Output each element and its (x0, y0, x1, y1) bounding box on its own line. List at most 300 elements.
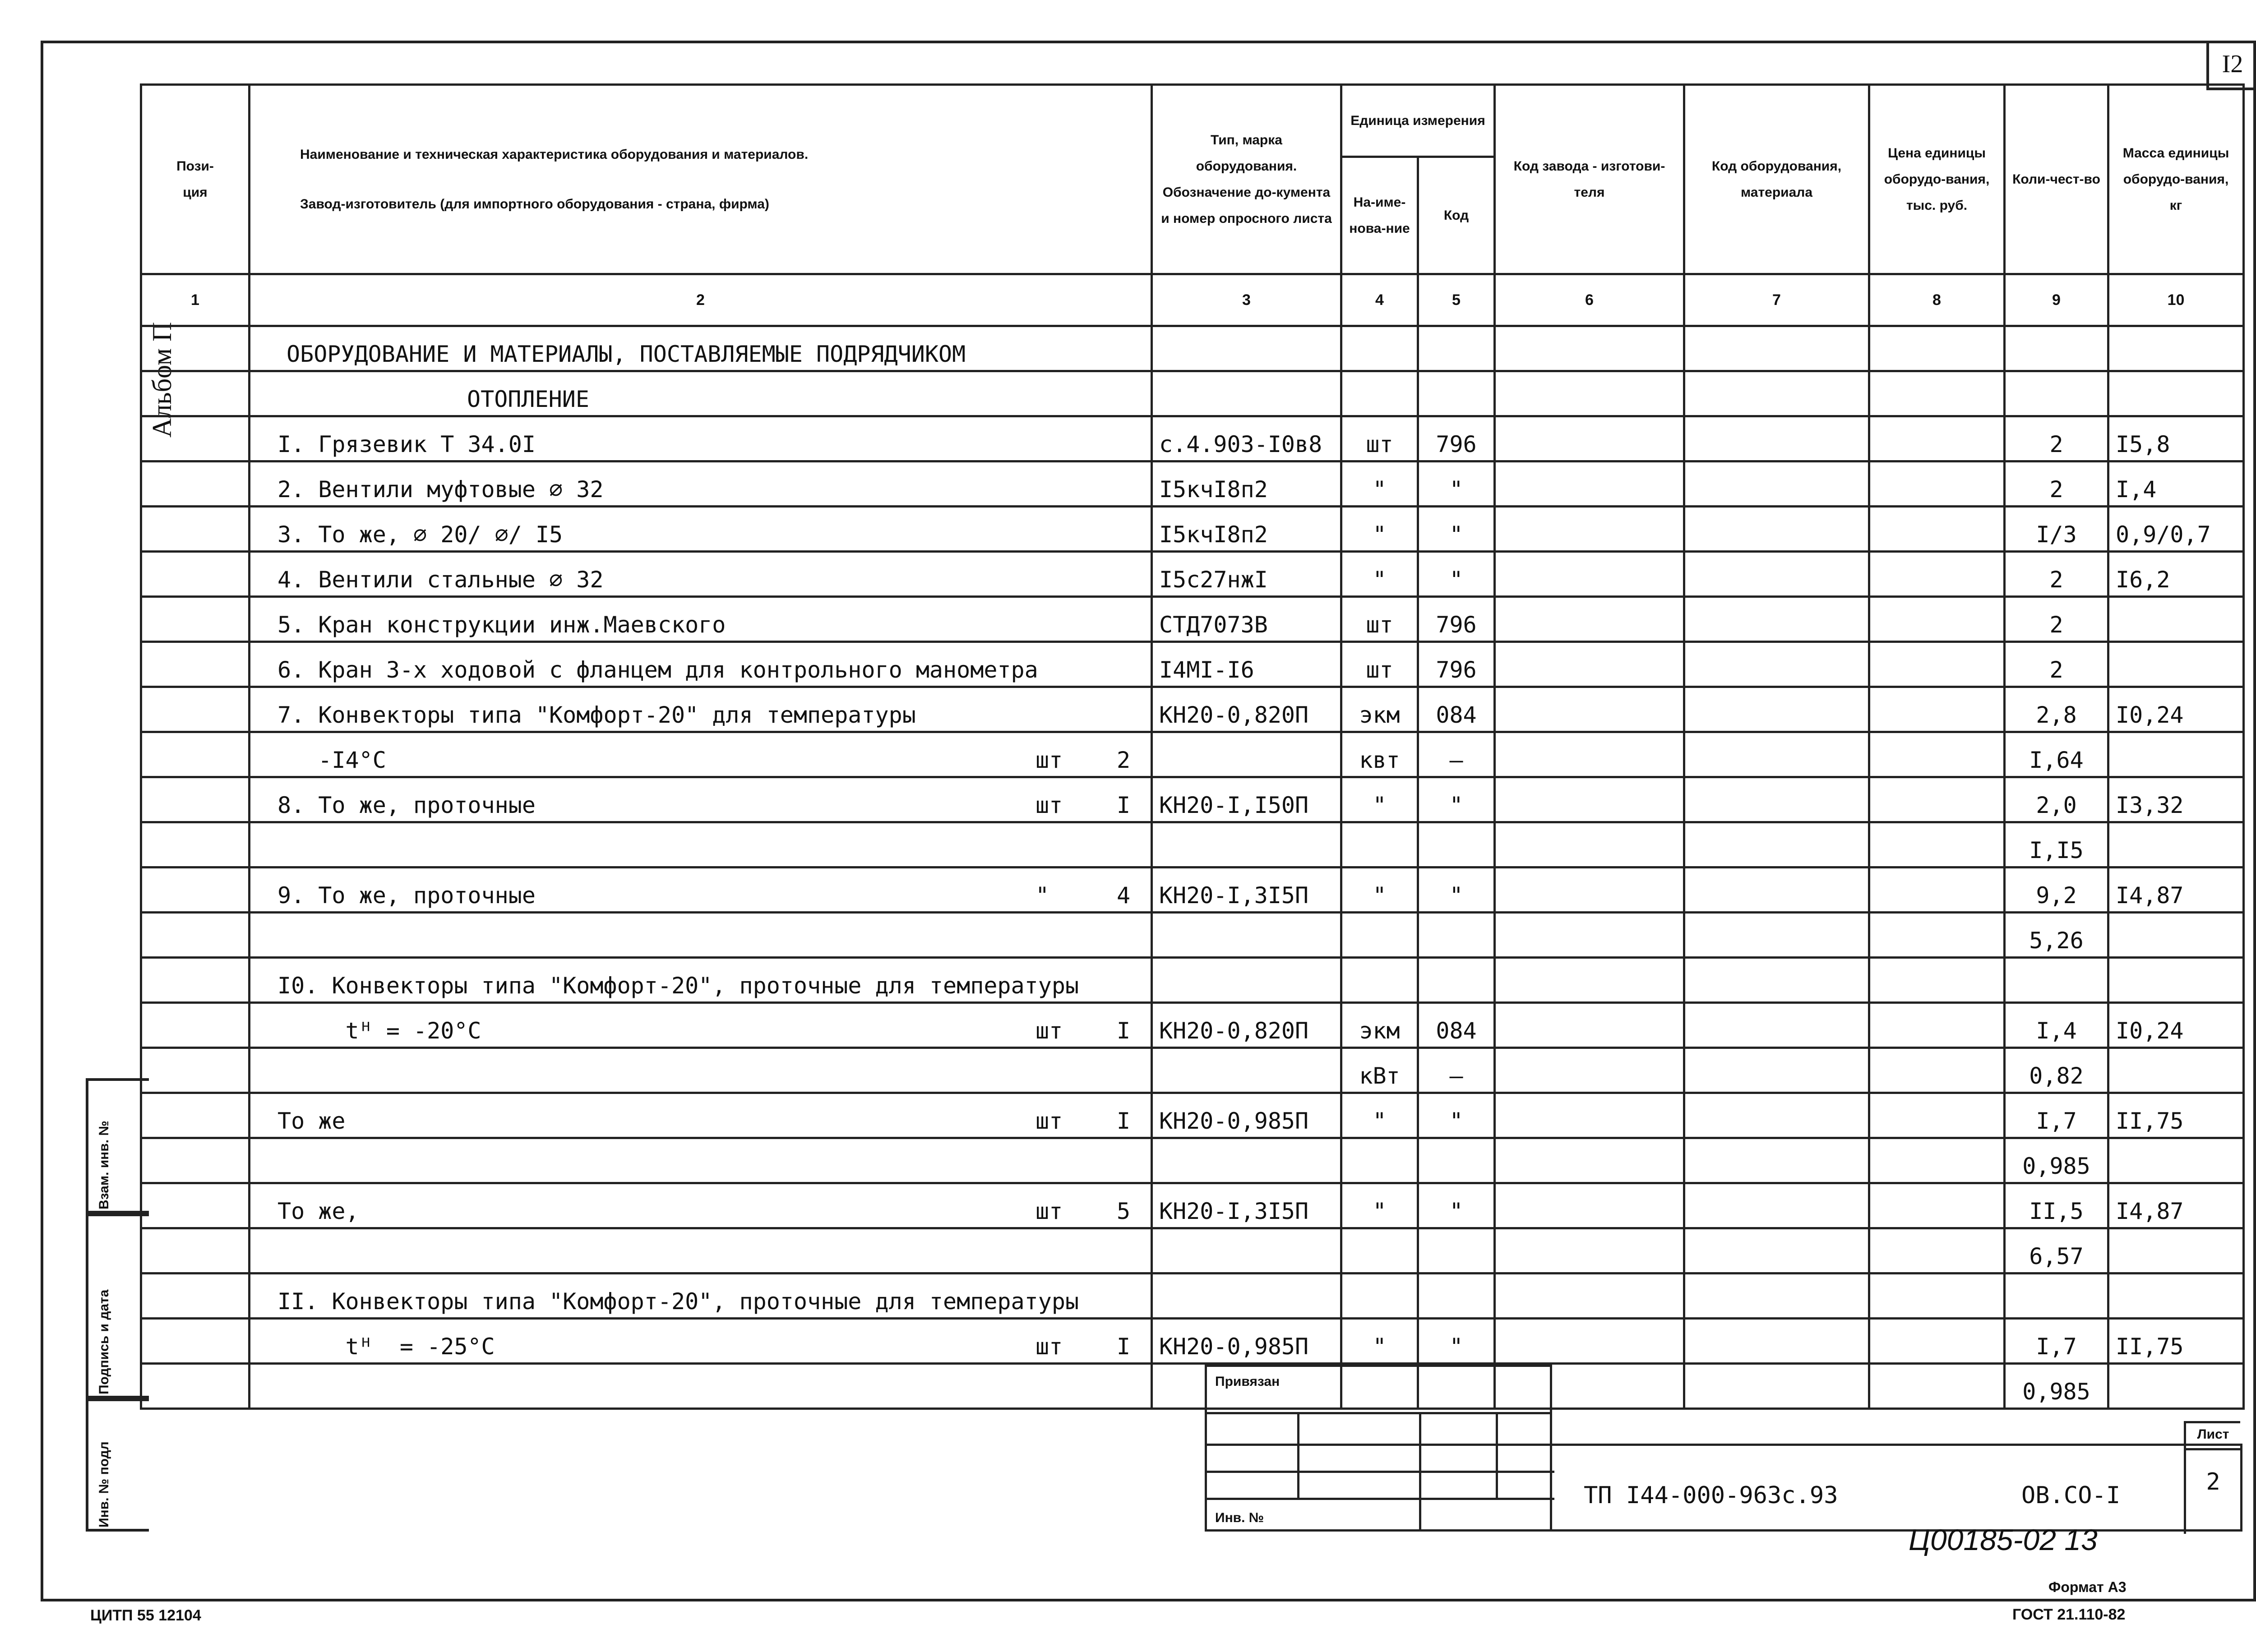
cell-code: " (1418, 868, 1495, 913)
cell-equip (1684, 1364, 1869, 1409)
cell-factory (1495, 1228, 1684, 1274)
cell-mass: I5,8 (2108, 416, 2244, 461)
cell-type: КН20-I,3I5П (1152, 1183, 1341, 1228)
item-name: 8. То же, проточные (277, 792, 536, 818)
cell-mass (2108, 597, 2244, 642)
table-row (141, 822, 2244, 868)
cell-name (250, 1364, 1152, 1409)
cell-equip (1684, 913, 1869, 958)
title-block (1552, 1427, 2242, 1532)
cell-mass (2108, 1048, 2244, 1093)
doc-code: ТП I44-000-963с.93 (1584, 1482, 1838, 1509)
item-sub-unit: шт (1036, 1334, 1063, 1360)
stamp-inv: Инв. № (1215, 1510, 1264, 1525)
cell-price (1869, 687, 2005, 732)
sheet-label: Лист (2186, 1421, 2240, 1450)
cell-qty: I,7 (2005, 1093, 2108, 1138)
cell-type (1152, 822, 1341, 868)
table-row (141, 552, 2244, 597)
section-title: ОБОРУДОВАНИЕ И МАТЕРИАЛЫ, ПОСТАВЛЯЕМЫЕ ПОДРЯДЧИКОМ (250, 326, 1152, 371)
cell-mass: I4,87 (2108, 1183, 2244, 1228)
cell-unit (1341, 958, 1418, 1003)
section-title-row (141, 326, 2244, 371)
cell-mass: I,4 (2108, 461, 2244, 507)
gost-label: ГОСТ 21.110-82 (2012, 1606, 2126, 1623)
table-row (141, 1228, 2244, 1274)
cell-mass (2108, 732, 2244, 777)
cell-name (250, 642, 1152, 687)
cell-mass (2108, 1228, 2244, 1274)
cell-code (1418, 1138, 1495, 1183)
cell-equip (1684, 1003, 1869, 1048)
cell-price (1869, 1319, 2005, 1364)
cell-equip (1684, 1319, 1869, 1364)
cell-price (1869, 868, 2005, 913)
cell-qty: 2 (2005, 552, 2108, 597)
item-name: 9. То же, проточные (277, 882, 536, 909)
cell-qty: II,5 (2005, 1183, 2108, 1228)
table-row (141, 1093, 2244, 1138)
table-row (141, 461, 2244, 507)
cell-type: I4MI-I6 (1152, 642, 1341, 687)
cell-equip (1684, 416, 1869, 461)
col-num: 5 (1418, 274, 1495, 326)
cell-qty: 0,82 (2005, 1048, 2108, 1093)
cell-factory (1495, 461, 1684, 507)
cell-name (250, 958, 1152, 1003)
header-name-line2: Завод-изготовитель (для импортного оборудования - страна, фирма) (300, 196, 769, 212)
header-factory-code: Код завода - изготови-теля (1495, 85, 1684, 274)
album-label-wrap (79, 293, 177, 438)
header-name-line1: Наименование и техническая характеристика оборудования и материалов. (300, 147, 809, 162)
cell-unit: " (1341, 1183, 1418, 1228)
cell-qty: 2 (2005, 597, 2108, 642)
cell-pos (141, 1138, 250, 1183)
side-inv-label: Инв. № подл (97, 1441, 111, 1527)
cell-qty: 0,985 (2005, 1364, 2108, 1409)
table-row (141, 868, 2244, 913)
cell-unit: шт (1341, 416, 1418, 461)
cell-factory (1495, 1048, 1684, 1093)
cell-type: КН20-0,820П (1152, 687, 1341, 732)
cell-factory (1495, 1093, 1684, 1138)
item-name: 6. Кран 3-х ходовой с фланцем для контрольного манометра (277, 657, 1038, 683)
cell-factory (1495, 958, 1684, 1003)
header-mass: Масса единицы оборудо-вания, кг (2108, 85, 2244, 274)
handwritten-number: Ц00185-02 13 (1909, 1523, 2098, 1556)
cell-name (250, 1093, 1152, 1138)
item-sub-unit: шт (1036, 1108, 1063, 1134)
cell-name (250, 416, 1152, 461)
cell-equip (1684, 687, 1869, 732)
cell-type: КН20-I,I50П (1152, 777, 1341, 822)
item-name: II. Конвекторы типа "Комфорт-20", проточные для температуры (277, 1288, 1079, 1315)
item-name: 2. Вентили муфтовые ∅ 32 (277, 476, 604, 503)
cell-unit: экм (1341, 1003, 1418, 1048)
sheet-corner-number: I2 (2206, 41, 2256, 90)
cell-equip (1684, 1093, 1869, 1138)
cell-mass: I4,87 (2108, 868, 2244, 913)
cell-pos (141, 1274, 250, 1319)
cell-factory (1495, 687, 1684, 732)
table-row (141, 416, 2244, 461)
cell-factory (1495, 913, 1684, 958)
cell-price (1869, 507, 2005, 552)
table-row (141, 642, 2244, 687)
cell-pos (141, 1228, 250, 1274)
item-name: I. Грязевик Т 34.0I (277, 431, 536, 457)
cell-unit: экм (1341, 687, 1418, 732)
cell-name (250, 1228, 1152, 1274)
cell-equip (1684, 597, 1869, 642)
cell-factory (1495, 1003, 1684, 1048)
cell-price (1869, 1093, 2005, 1138)
cell-unit: " (1341, 552, 1418, 597)
cell-qty (2005, 1274, 2108, 1319)
cell-name (250, 687, 1152, 732)
col-num: 7 (1684, 274, 1869, 326)
cell-unit (1341, 1138, 1418, 1183)
cell-name (250, 868, 1152, 913)
cell-unit: " (1341, 1319, 1418, 1364)
cell-type (1152, 1274, 1341, 1319)
cell-name (250, 732, 1152, 777)
table-row (141, 1319, 2244, 1364)
cell-qty: 2,0 (2005, 777, 2108, 822)
cell-factory (1495, 507, 1684, 552)
side-vzam-label: Взам. инв. № (97, 1121, 111, 1209)
cell-pos (141, 416, 250, 461)
cell-equip (1684, 868, 1869, 913)
cell-code: 084 (1418, 687, 1495, 732)
cell-name (250, 1138, 1152, 1183)
item-sub-unit: шт (1036, 1018, 1063, 1044)
cell-type (1152, 1138, 1341, 1183)
side-podpis-label: Подпись и дата (97, 1289, 111, 1394)
cell-pos (141, 1003, 250, 1048)
cell-code (1418, 958, 1495, 1003)
table-row (141, 1048, 2244, 1093)
cell-code (1418, 1228, 1495, 1274)
item-sub-unit: шт (1036, 747, 1063, 773)
cell-equip (1684, 1048, 1869, 1093)
cell-mass (2108, 1138, 2244, 1183)
table-row (141, 597, 2244, 642)
cell-price (1869, 1138, 2005, 1183)
cell-type (1152, 1048, 1341, 1093)
cell-factory (1495, 1274, 1684, 1319)
cell-qty: I,64 (2005, 732, 2108, 777)
item-name: I0. Конвекторы типа "Комфорт-20", проточные для температуры (277, 973, 1079, 999)
cell-equip (1684, 552, 1869, 597)
cell-mass: I0,24 (2108, 1003, 2244, 1048)
binding-stamp (1205, 1365, 1552, 1532)
cell-code: " (1418, 1319, 1495, 1364)
cell-qty: I,4 (2005, 1003, 2108, 1048)
cell-pos (141, 958, 250, 1003)
cell-code (1418, 1274, 1495, 1319)
cell-type: I5с27нжI (1152, 552, 1341, 597)
cell-qty: 2,8 (2005, 687, 2108, 732)
cell-unit (1341, 913, 1418, 958)
cell-name (250, 461, 1152, 507)
cell-name (250, 552, 1152, 597)
header-name (250, 85, 1152, 274)
col-num: 2 (250, 274, 1152, 326)
sheet-box (2184, 1421, 2240, 1534)
cell-pos (141, 1093, 250, 1138)
cell-unit: " (1341, 1093, 1418, 1138)
col-num: 8 (1869, 274, 2005, 326)
cell-equip (1684, 732, 1869, 777)
header-unit-code: Код (1418, 157, 1495, 274)
cell-name (250, 507, 1152, 552)
col-num: 4 (1341, 274, 1418, 326)
side-podpis-box (86, 1214, 149, 1398)
item-sub-count: I (1117, 1018, 1131, 1044)
cell-name (250, 1183, 1152, 1228)
table-row (141, 1183, 2244, 1228)
cell-code: 796 (1418, 597, 1495, 642)
cell-name (250, 1048, 1152, 1093)
cell-price (1869, 552, 2005, 597)
cell-pos (141, 1048, 250, 1093)
item-sub-count: I (1117, 1108, 1131, 1134)
section-subtitle: ОТОПЛЕНИЕ (250, 371, 1152, 416)
cell-type: с.4.903-I0в8 (1152, 416, 1341, 461)
cell-factory (1495, 822, 1684, 868)
header-unit-name: На-име-нова-ние (1341, 157, 1418, 274)
item-name: То же (277, 1108, 346, 1134)
cell-equip (1684, 1228, 1869, 1274)
cell-name (250, 1274, 1152, 1319)
sheet-value: 2 (2206, 1468, 2220, 1495)
cell-qty: 6,57 (2005, 1228, 2108, 1274)
cell-pos (141, 507, 250, 552)
cell-pos (141, 642, 250, 687)
table-row (141, 1138, 2244, 1183)
cell-type (1152, 958, 1341, 1003)
item-sub-unit: " (1036, 882, 1049, 909)
cell-qty: 2 (2005, 461, 2108, 507)
cell-factory (1495, 732, 1684, 777)
cell-pos (141, 1183, 250, 1228)
cell-code: – (1418, 1048, 1495, 1093)
cell-pos (141, 552, 250, 597)
cell-factory (1495, 552, 1684, 597)
cell-equip (1684, 461, 1869, 507)
cell-factory (1495, 777, 1684, 822)
cell-unit (1341, 1274, 1418, 1319)
cell-pos (141, 1319, 250, 1364)
doc-mark: ОВ.СО-I (2021, 1482, 2121, 1509)
cell-code: " (1418, 777, 1495, 822)
cell-mass: II,75 (2108, 1319, 2244, 1364)
cell-price (1869, 732, 2005, 777)
item-name: 4. Вентили стальные ∅ 32 (277, 567, 604, 593)
album-label: Альбом П (147, 322, 177, 438)
col-num: 3 (1152, 274, 1341, 326)
cell-qty: 2 (2005, 642, 2108, 687)
cell-factory (1495, 642, 1684, 687)
item-sub-unit: шт (1036, 1198, 1063, 1224)
cell-type (1152, 913, 1341, 958)
cell-unit: квт (1341, 732, 1418, 777)
cell-unit: " (1341, 777, 1418, 822)
cell-mass (2108, 1274, 2244, 1319)
item-sub-count: 2 (1117, 747, 1131, 773)
cell-pos (141, 461, 250, 507)
cell-qty: I,I5 (2005, 822, 2108, 868)
cell-qty: I,7 (2005, 1319, 2108, 1364)
cell-price (1869, 1274, 2005, 1319)
cell-code: " (1418, 461, 1495, 507)
cell-type: КН20-0,820П (1152, 1003, 1341, 1048)
table-row (141, 958, 2244, 1003)
header-quantity: Коли-чест-во (2005, 85, 2108, 274)
cell-equip (1684, 642, 1869, 687)
cell-qty (2005, 958, 2108, 1003)
format-label: Формат А3 (2048, 1579, 2127, 1595)
cell-mass (2108, 913, 2244, 958)
table-row (141, 507, 2244, 552)
cell-code: 796 (1418, 416, 1495, 461)
item-name: tᴴ = -25°C (277, 1334, 495, 1360)
cell-code: 084 (1418, 1003, 1495, 1048)
col-num: 1 (141, 274, 250, 326)
header-unit: Единица измерения (1341, 85, 1495, 157)
cell-type: КН20-0,985П (1152, 1093, 1341, 1138)
cell-pos (141, 732, 250, 777)
cell-unit: " (1341, 507, 1418, 552)
table-row (141, 913, 2244, 958)
cell-factory (1495, 597, 1684, 642)
table-row (141, 1364, 2244, 1409)
cell-qty: 0,985 (2005, 1138, 2108, 1183)
cell-pos (141, 597, 250, 642)
cell-unit: кВт (1341, 1048, 1418, 1093)
item-sub-count: I (1117, 792, 1131, 818)
cell-code (1418, 913, 1495, 958)
spec-rows (141, 416, 2244, 1409)
cell-type (1152, 732, 1341, 777)
header-position: Пози- ция (141, 85, 250, 274)
cell-mass: I6,2 (2108, 552, 2244, 597)
cell-factory (1495, 416, 1684, 461)
cell-mass: I3,32 (2108, 777, 2244, 822)
cell-price (1869, 1003, 2005, 1048)
cell-price (1869, 1364, 2005, 1409)
cell-equip (1684, 777, 1869, 822)
header-price: Цена единицы оборудо-вания, тыс. руб. (1869, 85, 2005, 274)
cell-code: 796 (1418, 642, 1495, 687)
section-subtitle-row (141, 371, 2244, 416)
cell-qty: 2 (2005, 416, 2108, 461)
item-name: 7. Конвекторы типа "Комфорт-20" для температуры (277, 702, 916, 728)
cell-name (250, 913, 1152, 958)
cell-price (1869, 416, 2005, 461)
cell-equip (1684, 1138, 1869, 1183)
cell-pos (141, 868, 250, 913)
cell-pos (141, 777, 250, 822)
cell-mass: I0,24 (2108, 687, 2244, 732)
cell-type: КН20-I,3I5П (1152, 868, 1341, 913)
item-sub-count: 4 (1117, 882, 1131, 909)
cell-mass (2108, 822, 2244, 868)
cell-name (250, 777, 1152, 822)
cell-code: " (1418, 1183, 1495, 1228)
cell-equip (1684, 958, 1869, 1003)
col-num: 10 (2108, 274, 2244, 326)
cell-price (1869, 822, 2005, 868)
citp-label: ЦИТП 55 12104 (90, 1607, 201, 1624)
cell-unit (1341, 822, 1418, 868)
table-row (141, 777, 2244, 822)
cell-code: " (1418, 552, 1495, 597)
col-num: 6 (1495, 274, 1684, 326)
cell-price (1869, 777, 2005, 822)
cell-unit: " (1341, 868, 1418, 913)
cell-type: СТД7073В (1152, 597, 1341, 642)
stamp-title: Привязан (1215, 1374, 1280, 1389)
item-sub-count: I (1117, 1334, 1131, 1360)
cell-code: " (1418, 507, 1495, 552)
table-row (141, 1274, 2244, 1319)
cell-code (1418, 822, 1495, 868)
table-row (141, 732, 2244, 777)
cell-mass (2108, 642, 2244, 687)
cell-mass: II,75 (2108, 1093, 2244, 1138)
cell-mass: 0,9/0,7 (2108, 507, 2244, 552)
cell-pos (141, 822, 250, 868)
table-row (141, 687, 2244, 732)
item-name: То же, (277, 1198, 359, 1224)
cell-price (1869, 1048, 2005, 1093)
cell-name (250, 1319, 1152, 1364)
column-numbers-row (141, 274, 2244, 326)
cell-unit: шт (1341, 642, 1418, 687)
cell-factory (1495, 868, 1684, 913)
cell-type: КН20-0,985П (1152, 1319, 1341, 1364)
cell-mass (2108, 1364, 2244, 1409)
cell-factory (1495, 1138, 1684, 1183)
cell-code: " (1418, 1093, 1495, 1138)
table-row (141, 1003, 2244, 1048)
cell-type: I5кчI8п2 (1152, 507, 1341, 552)
cell-pos (141, 1364, 250, 1409)
cell-price (1869, 597, 2005, 642)
cell-price (1869, 642, 2005, 687)
cell-equip (1684, 822, 1869, 868)
cell-type: I5кчI8п2 (1152, 461, 1341, 507)
cell-equip (1684, 507, 1869, 552)
item-name: 5. Кран конструкции инж.Маевского (277, 612, 726, 638)
cell-unit: " (1341, 461, 1418, 507)
cell-factory (1495, 1319, 1684, 1364)
item-name: -I4°C (277, 747, 386, 773)
cell-factory (1495, 1183, 1684, 1228)
cell-type (1152, 1228, 1341, 1274)
cell-pos (141, 913, 250, 958)
cell-mass (2108, 958, 2244, 1003)
item-name: 3. То же, ∅ 20/ ∅/ I5 (277, 521, 563, 548)
side-vzam-box (86, 1078, 149, 1214)
cell-pos (141, 687, 250, 732)
cell-price (1869, 1183, 2005, 1228)
header-equipment-code: Код оборудования, материала (1684, 85, 1869, 274)
cell-unit (1341, 1228, 1418, 1274)
col-num: 9 (2005, 274, 2108, 326)
